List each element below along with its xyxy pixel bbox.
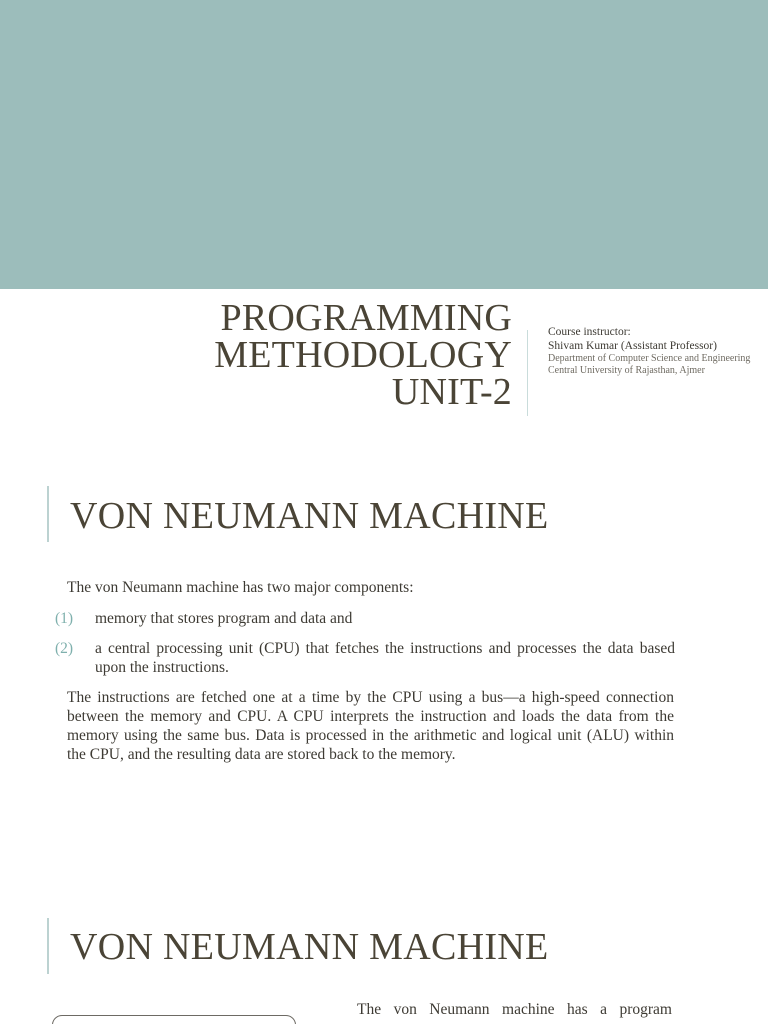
section-accent-bar	[47, 918, 49, 974]
title-line-3: UNIT-2	[391, 371, 512, 413]
instructor-name: Shivam Kumar (Assistant Professor)	[548, 339, 717, 352]
list-marker: (1)	[55, 610, 74, 627]
section-heading: VON NEUMANN MACHINE	[70, 926, 549, 968]
list-item	[55, 639, 675, 677]
title-divider	[527, 330, 528, 416]
instructor-info	[548, 326, 763, 376]
cut-off-text-line	[357, 1019, 672, 1024]
body-paragraph: The von Neumann machine has a program	[357, 1001, 672, 1018]
list-item-text: memory that stores program and data and	[95, 610, 353, 627]
list-item	[55, 609, 675, 628]
department: Department of Computer Science and Engineering	[548, 353, 751, 364]
title-line-2: METHODOLOGY	[214, 334, 512, 376]
university: Central University of Rajasthan, Ajmer	[548, 364, 705, 376]
document-title	[112, 297, 512, 413]
title-line-1: PROGRAMMING	[220, 297, 512, 339]
instructor-label: Course instructor:	[548, 326, 631, 338]
intro-text: The von Neumann machine has two major components:	[67, 579, 414, 596]
list-marker: (2)	[55, 640, 74, 657]
body-paragraph: The instructions are fetched one at a time by the CPU using a bus—a high-speed connection between the memory and CPU. A CPU interprets the instruction and loads the data from the memory using the same bus. Data is processed in the arithmetic and logical unit (ALU) within the CPU, and the resulting data are stored back to the memory.	[67, 689, 674, 763]
section-accent-bar	[47, 486, 49, 542]
diagram-box	[52, 1015, 296, 1024]
section-heading: VON NEUMANN MACHINE	[70, 495, 549, 537]
title-banner	[0, 0, 768, 289]
list-item-text: a central processing unit (CPU) that fetches the instructions and processes the data based upon the instructions.	[95, 640, 675, 676]
